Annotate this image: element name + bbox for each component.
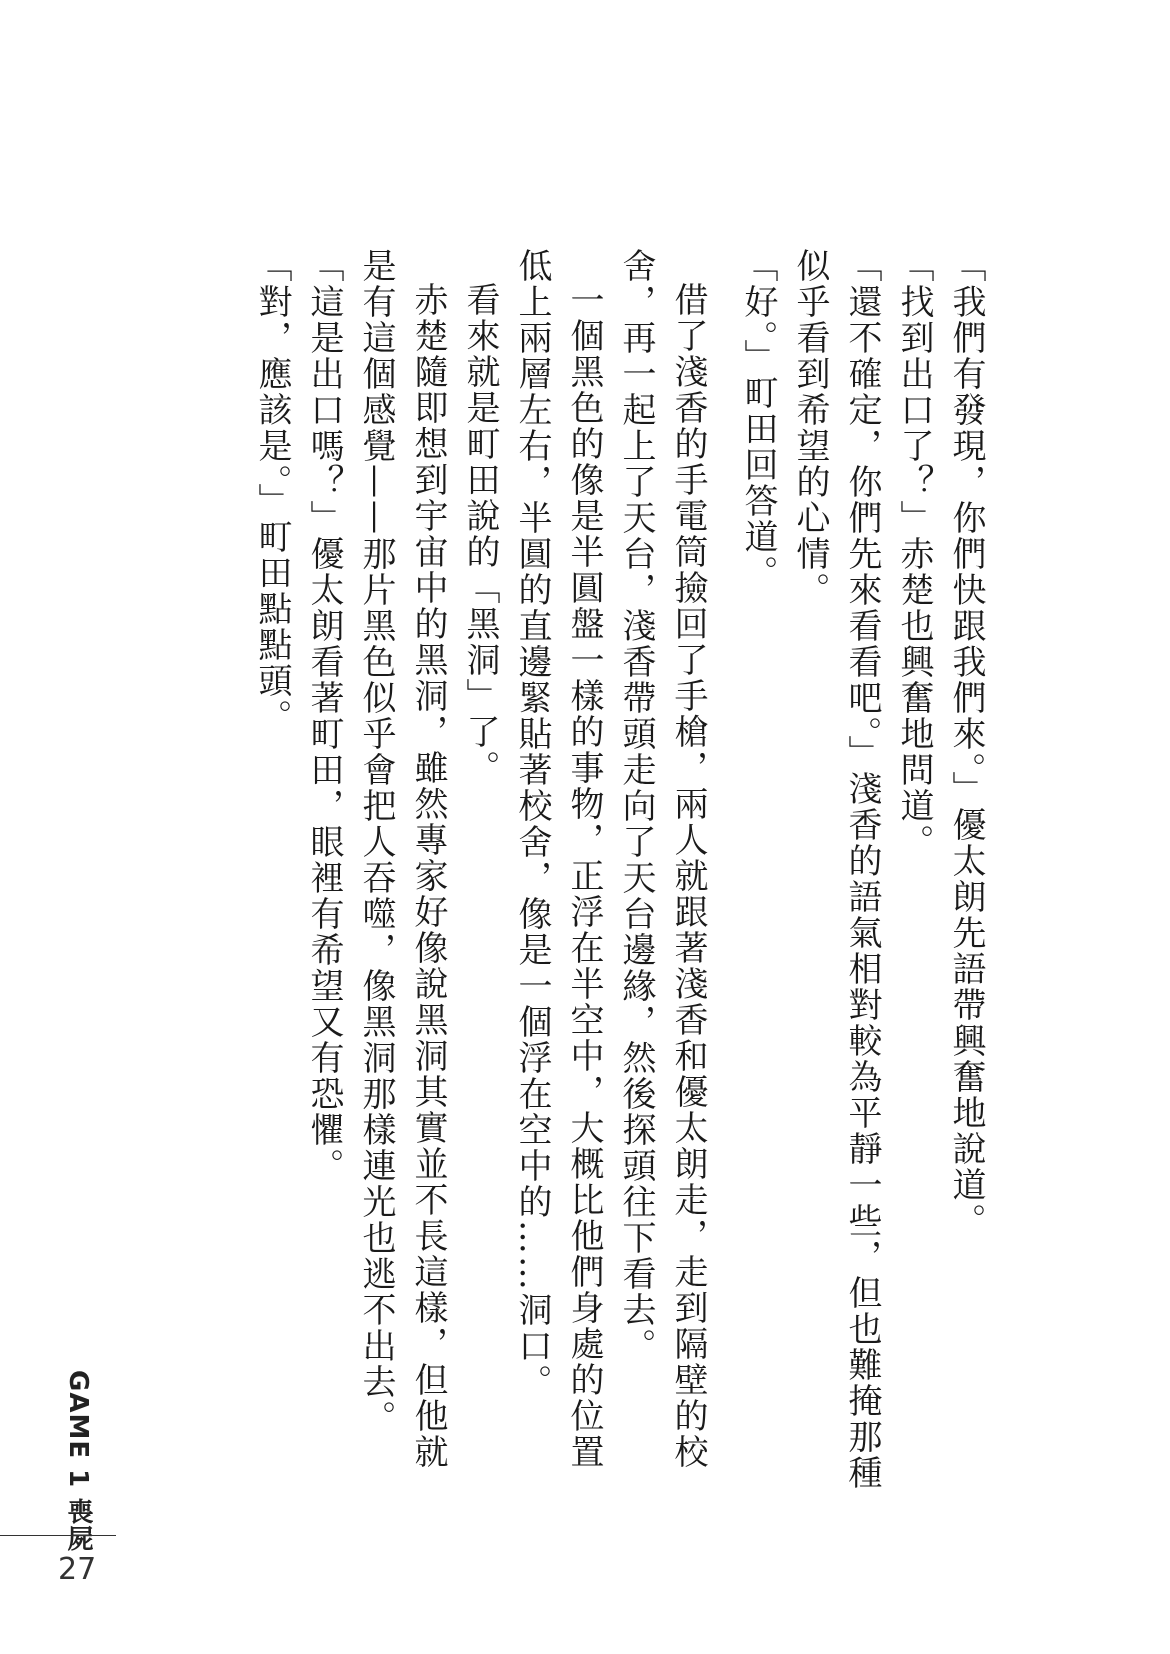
paragraph-6: 一個黑色的像是半圓盤一樣的事物，正浮在半空中，大概比他們身處的位置低上兩層左右，半圓的直邊緊貼著校舍，像是一個浮在空中的……洞口。 — [512, 248, 604, 1470]
page-number: 27 — [58, 1552, 97, 1587]
paragraph-8: 赤楚隨即想到宇宙中的黑洞，雖然專家好像說黑洞其實並不長這樣，但他就是有這個感覺——那片黑色似乎會把人吞噬，像黑洞那樣連光也逃不出去。 — [356, 248, 448, 1470]
paragraph-2: 「找到出口了？」赤楚也興奮地問道。 — [894, 248, 934, 860]
folio-rule — [0, 1535, 116, 1536]
body-text — [246, 248, 992, 1498]
paragraph-5: 借了淺香的手電筒撿回了手槍，兩人就跟著淺香和優太朗走，走到隔壁的校舍，再一起上了天台，淺香帶頭走向了天台邊緣，然後探頭往下看去。 — [616, 248, 708, 1470]
paragraph-10: 「對，應該是。」町田點點頭。 — [252, 248, 292, 735]
paragraph-4: 「好。」町田回答道。 — [738, 248, 778, 591]
paragraph-3: 「還不確定，你們先來看看吧。」淺香的語氣相對較為平靜一些，但也難掩那種似乎看到希望的心情。 — [790, 248, 882, 1491]
paragraph-7: 看來就是町田說的「黑洞」了。 — [460, 282, 500, 786]
running-head: GAME 1 喪屍 — [63, 1370, 93, 1553]
paragraph-9: 「這是出口嗎？」優太朗看著町田，眼裡有希望又有恐懼。 — [304, 248, 344, 1184]
paragraph-1: 「我們有發現，你們快跟我們來。」優太朗先語帶興奮地說道。 — [946, 248, 986, 1239]
